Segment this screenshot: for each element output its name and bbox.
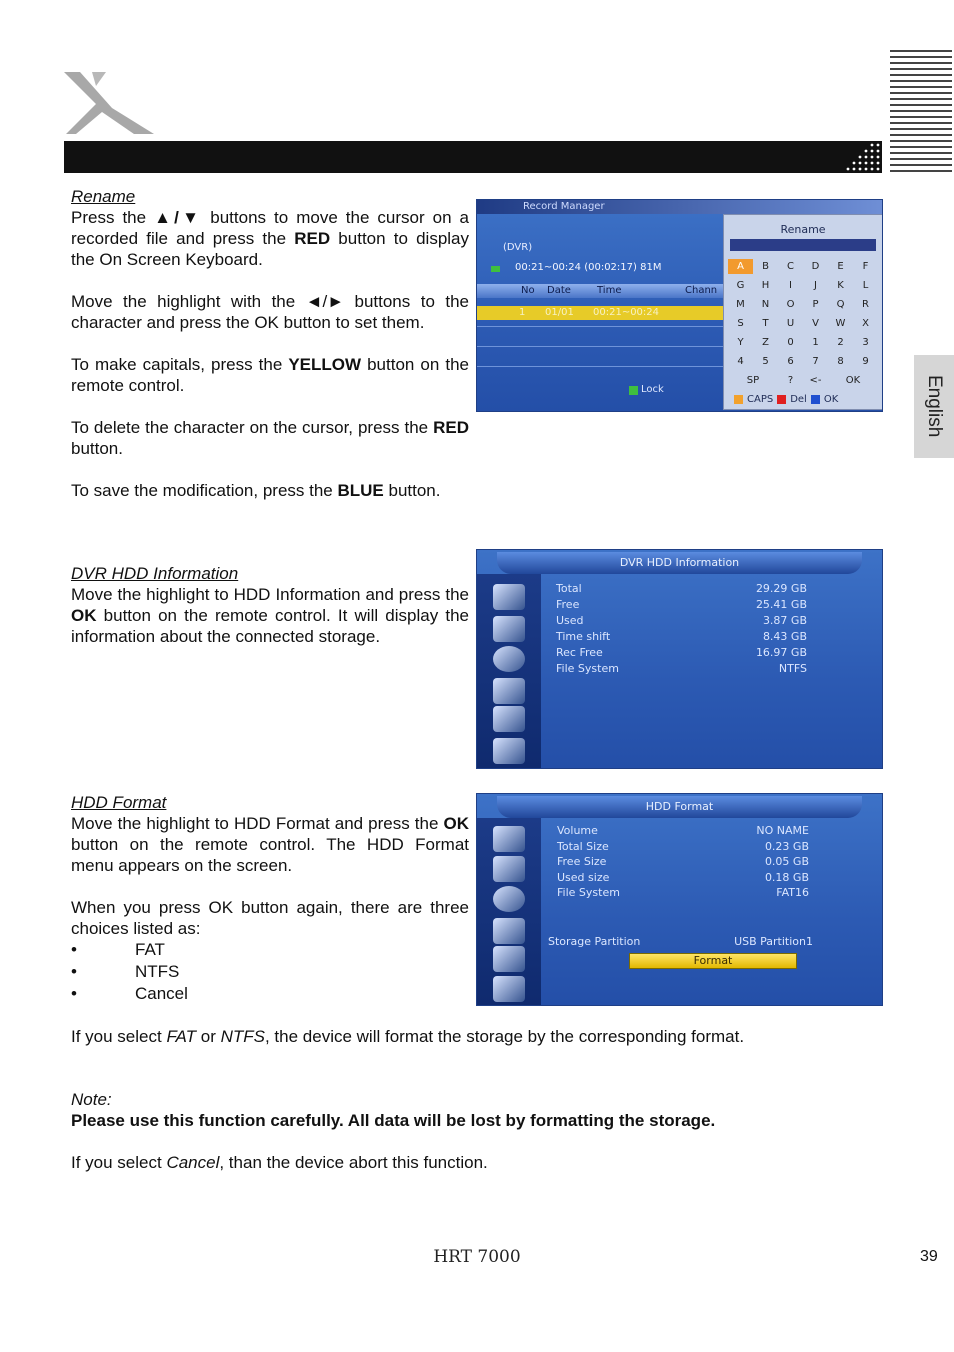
lock-icon bbox=[629, 386, 638, 395]
keyboard-key[interactable]: A bbox=[728, 259, 753, 274]
keyboard-title: Rename bbox=[780, 223, 826, 236]
keyboard-key[interactable]: 4 bbox=[737, 356, 744, 367]
tv-icon bbox=[493, 584, 525, 610]
format-info-label: File System bbox=[557, 886, 620, 899]
keyboard-key[interactable]: K bbox=[837, 280, 844, 291]
blue-key-icon bbox=[811, 395, 820, 404]
info-label: Free bbox=[556, 598, 580, 611]
keyboard-key[interactable]: R bbox=[862, 299, 869, 310]
footer-model: HRT 7000 bbox=[433, 1247, 521, 1267]
keyboard-key[interactable]: Z bbox=[762, 337, 769, 348]
menu-sidebar bbox=[477, 818, 541, 1005]
header-dot-pattern bbox=[842, 141, 884, 173]
format-info-label: Volume bbox=[557, 824, 598, 837]
list-item: • NTFS bbox=[71, 962, 180, 981]
dvr-info-section bbox=[71, 563, 469, 647]
info-label: Total bbox=[556, 582, 582, 595]
record-manager-title: Record Manager bbox=[523, 201, 605, 212]
keyboard-key[interactable]: H bbox=[761, 280, 770, 291]
dvr-info-paragraph: Move the highlight to HDD Information and press the OK button on the remote control. It will display the information about the connected storage. bbox=[71, 585, 469, 646]
keyboard-key[interactable]: M bbox=[736, 299, 745, 310]
info-label: Rec Free bbox=[556, 646, 603, 659]
storage-partition-label: Storage Partition bbox=[548, 935, 641, 948]
keyboard-key[interactable]: OK bbox=[845, 375, 861, 386]
hdd-format-paragraph-2: When you press OK button again, there are three choices listed as: bbox=[71, 898, 469, 938]
keyboard-input[interactable] bbox=[730, 239, 876, 251]
keyboard-key[interactable]: 7 bbox=[812, 356, 819, 367]
keyboard-key[interactable]: O bbox=[786, 299, 795, 310]
hdd-info-title: DVR HDD Information bbox=[497, 552, 862, 574]
format-info-value: 0.05 GB bbox=[764, 855, 809, 868]
keyboard-key[interactable]: 0 bbox=[787, 337, 794, 348]
dvr-info-heading: DVR HDD Information bbox=[71, 564, 239, 583]
rename-heading: Rename bbox=[71, 187, 136, 206]
lock-label: Lock bbox=[641, 384, 664, 395]
info-label: Time shift bbox=[556, 630, 611, 643]
header-bar bbox=[64, 141, 882, 173]
format-info-label: Used size bbox=[557, 870, 610, 884]
keyboard-key[interactable]: N bbox=[761, 299, 770, 310]
format-button[interactable]: Format bbox=[629, 953, 797, 969]
rename-paragraph-4: To delete the character on the cursor, press the RED button. bbox=[71, 418, 469, 458]
keyboard-key[interactable]: F bbox=[862, 261, 869, 272]
info-label: Used bbox=[556, 614, 584, 627]
info-value: 8.43 GB bbox=[762, 630, 807, 643]
dvr-label: (DVR) bbox=[503, 242, 533, 253]
format-info-label: Free Size bbox=[557, 855, 607, 868]
language-tab-label: English bbox=[924, 375, 945, 438]
yellow-key-icon bbox=[734, 395, 743, 404]
info-value: 3.87 GB bbox=[762, 614, 807, 627]
hdd-info-screenshot bbox=[476, 549, 883, 769]
format-choice-paragraph: If you select FAT or NTFS, the device will format the storage by the corresponding format. bbox=[71, 1027, 745, 1046]
on-screen-keyboard bbox=[723, 214, 883, 410]
keyboard-key[interactable]: S bbox=[737, 318, 744, 329]
keyboard-key[interactable]: U bbox=[786, 318, 795, 329]
satellite-icon bbox=[493, 616, 525, 642]
info-value: NTFS bbox=[778, 662, 807, 675]
rename-paragraph-1: Press the ▲/▼ buttons to move the cursor on a recorded file and press the RED button to display the On Screen Keyboard. bbox=[71, 208, 469, 269]
rename-section bbox=[71, 186, 469, 501]
tv-icon bbox=[493, 826, 525, 852]
record-info: 00:21~00:24 (00:02:17) 81M bbox=[515, 262, 662, 273]
keyboard-key[interactable]: 6 bbox=[787, 356, 794, 367]
info-label: File System bbox=[556, 662, 619, 675]
corner-stripes bbox=[890, 50, 952, 178]
record-manager-screenshot bbox=[476, 199, 883, 412]
keyboard-key[interactable]: C bbox=[787, 261, 794, 272]
language-tab[interactable] bbox=[914, 355, 954, 458]
keyboard-key[interactable]: <- bbox=[809, 375, 822, 386]
list-item: • Cancel bbox=[71, 984, 188, 1003]
keyboard-key[interactable]: ? bbox=[787, 375, 794, 386]
format-info-value: 0.18 GB bbox=[764, 870, 809, 884]
cancel-paragraph: If you select Cancel, than the device abort this function. bbox=[71, 1153, 488, 1172]
keyboard-key[interactable]: 9 bbox=[862, 356, 869, 367]
keyboard-key[interactable]: Y bbox=[737, 337, 744, 348]
keyboard-key[interactable]: 3 bbox=[862, 337, 869, 348]
info-value: 25.41 GB bbox=[755, 598, 807, 611]
keyboard-key[interactable]: 2 bbox=[837, 337, 844, 348]
brand-logo bbox=[62, 68, 162, 138]
keyboard-key[interactable]: 1 bbox=[812, 337, 819, 348]
info-value: 16.97 GB bbox=[755, 646, 807, 659]
keyboard-key[interactable]: D bbox=[811, 261, 820, 272]
keyboard-key[interactable]: I bbox=[789, 280, 792, 291]
hdd-format-title: HDD Format bbox=[497, 796, 862, 818]
format-info-value: FAT16 bbox=[776, 886, 809, 899]
info-value: 29.29 GB bbox=[755, 582, 807, 595]
clapper-icon bbox=[493, 976, 525, 1002]
red-key-icon bbox=[777, 395, 786, 404]
hdd-icon bbox=[493, 678, 525, 704]
hdd-format-section bbox=[71, 792, 469, 1005]
keyboard-key[interactable]: E bbox=[837, 261, 844, 272]
keyboard-key[interactable]: Q bbox=[836, 299, 845, 310]
keyboard-key[interactable]: SP bbox=[746, 375, 760, 386]
rename-paragraph-3: To make capitals, press the YELLOW button on the remote control. bbox=[71, 355, 469, 395]
keyboard-special-row bbox=[728, 373, 878, 388]
note-block bbox=[71, 1089, 891, 1131]
keyboard-key[interactable]: T bbox=[762, 318, 769, 329]
hdd-format-screenshot bbox=[476, 793, 883, 1006]
record-table-header: No Date Time Chann bbox=[477, 284, 723, 298]
menu-sidebar bbox=[477, 574, 541, 768]
format-info-value: 0.23 GB bbox=[764, 839, 809, 853]
format-info-label: Total Size bbox=[557, 839, 609, 853]
list-item: • FAT bbox=[71, 940, 165, 959]
keyboard-key[interactable]: P bbox=[812, 299, 819, 310]
keyboard-key[interactable]: L bbox=[862, 280, 869, 291]
format-info-value: NO NAME bbox=[756, 824, 809, 837]
keyboard-key[interactable]: J bbox=[814, 280, 817, 291]
hdd-icon bbox=[493, 918, 525, 944]
satellite-icon bbox=[493, 856, 525, 882]
clapper-icon bbox=[493, 738, 525, 764]
rename-paragraph-5: To save the modification, press the BLUE button. bbox=[71, 481, 441, 500]
page-number: 39 bbox=[920, 1248, 938, 1265]
keyboard-key[interactable]: V bbox=[812, 318, 819, 329]
keyboard-key[interactable]: W bbox=[835, 318, 846, 329]
keyboard-key[interactable]: 8 bbox=[837, 356, 844, 367]
keyboard-key[interactable]: B bbox=[762, 261, 769, 272]
note-label: Note: bbox=[71, 1090, 112, 1109]
record-table-row[interactable]: 1 01/01 00:21~00:24 bbox=[477, 306, 723, 320]
keyboard-legend: CAPS Del OK bbox=[734, 394, 838, 405]
media-icon bbox=[493, 706, 525, 732]
gear-icon bbox=[493, 646, 525, 672]
note-text: Please use this function carefully. All data will be lost by formatting the storage. bbox=[71, 1111, 716, 1130]
gear-icon bbox=[493, 886, 525, 912]
record-status-icon bbox=[491, 266, 500, 272]
keyboard-key[interactable]: G bbox=[736, 280, 745, 291]
storage-partition-value[interactable]: USB Partition1 bbox=[734, 935, 813, 948]
keyboard-grid bbox=[728, 259, 878, 369]
keyboard-key[interactable]: X bbox=[862, 318, 869, 329]
keyboard-key[interactable]: 5 bbox=[762, 356, 769, 367]
rename-paragraph-2: Move the highlight with the ◄/► buttons to the character and press the OK button to set them. bbox=[71, 292, 469, 332]
hdd-format-heading: HDD Format bbox=[71, 793, 167, 812]
media-icon bbox=[493, 946, 525, 972]
hdd-format-paragraph-1: Move the highlight to HDD Format and press the OK button on the remote control. The HDD Format menu appears on the screen. bbox=[71, 814, 469, 875]
